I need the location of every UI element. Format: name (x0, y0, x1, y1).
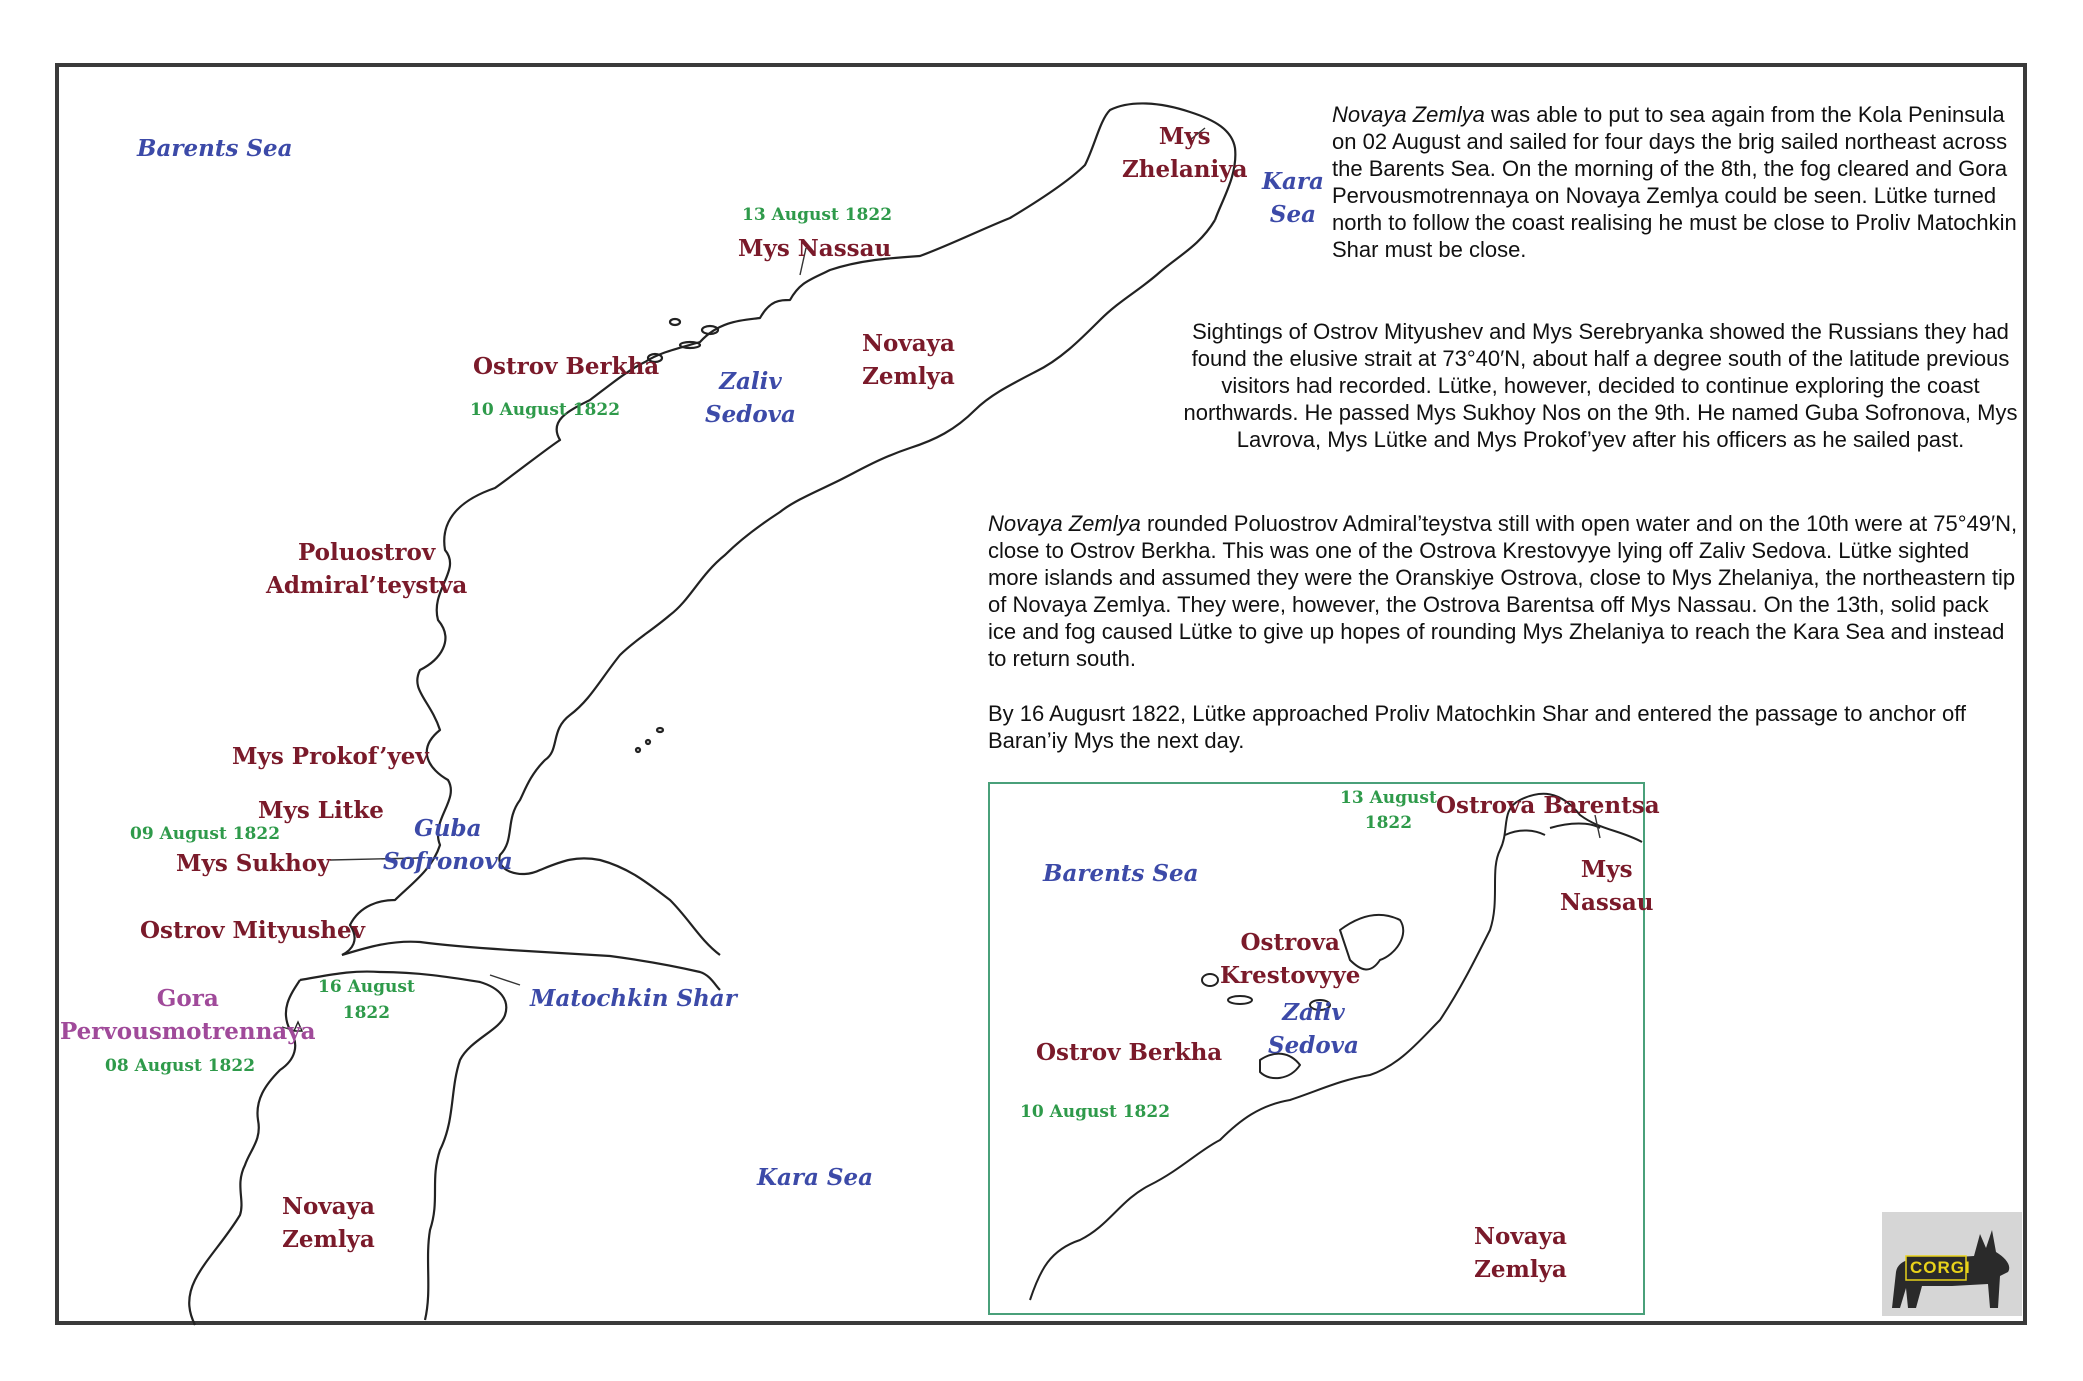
paragraph-1: Novaya Zemlya was able to put to sea again from the Kola Peninsula on 02 August and sailed for four days the brig sailed northeast across the Barents Sea. On the morning of the 8th, the fog cleared and Gora Pervousmotrennaya on Novaya Zemlya could be seen. Lütke turned north to follow the coast realising he must be close to Proliv Matochkin Shar must be close. (1332, 102, 2017, 262)
inset-label-barents-sea: Barents Sea (1043, 860, 1199, 887)
label-gora-pervousmotrennaya: Gora Pervousmotrennaya (60, 985, 316, 1045)
inset-label-ostrova-krestovyye: Ostrova Krestovyye (1220, 929, 1361, 989)
label-guba-sofronova: Guba Sofronova (383, 815, 513, 875)
label-matochkin-shar: Matochkin Shar (530, 985, 737, 1012)
inset-label-ostrov-berkha: Ostrov Berkha (1036, 1039, 1223, 1066)
inset-label-date-13-aug: 13 August 1822 (1340, 788, 1437, 833)
label-kara-sea-north: Kara Sea (1262, 168, 1324, 228)
label-poluostrov-admiralteystva: Poluostrov Admiral’teystva (266, 539, 468, 599)
label-barents-sea: Barents Sea (137, 135, 293, 162)
paragraph-4: By 16 Augusrt 1822, Lütke approached Proliv Matochkin Shar and entered the passage to anchor off Baran’iy Mys the next day. (988, 701, 1967, 753)
label-ostrov-berkha: Ostrov Berkha (473, 353, 660, 380)
label-mys-nassau: Mys Nassau (738, 235, 892, 262)
label-date-08-aug: 08 August 1822 (105, 1056, 256, 1076)
label-mys-sukhoy: Mys Sukhoy (176, 850, 331, 877)
label-date-10-aug: 10 August 1822 (470, 400, 621, 420)
label-novaya-zemlya-south: Novaya Zemlya (282, 1193, 375, 1253)
logo-word: CORGI (1910, 1258, 1971, 1277)
paragraph-3: Novaya Zemlya rounded Poluostrov Admiral’teystva still with open water and on the 10th were at 75°49′N, close to Ostrov Berkha. This was one of the Ostrova Krestovyye lying off Zaliv Sedova. Lütke sighted more islands and assumed they were the Oranskiye Ostrova, close to Mys Zhelaniya, the northeastern tip of Novaya Zemlya. They were, however, the Ostrova Barentsa off Mys Nassau. On the 13th, solid pack ice and fog caused Lütke to give up hopes of rounding Mys Zhelaniya to reach the Kara Sea and instead to return south. (988, 511, 2018, 671)
paragraph-2: Sightings of Ostrov Mityushev and Mys Serebryanka showed the Russians they had found the elusive strait at 73°40′N, about half a degree south of the latitude previous visitors had recorded. Lütke, however, decided to continue exploring the coast northwards. He passed Mys Sukhoy Nos on the 9th. He named Guba Sofronova, Mys Lavrova, Mys Lütke and Mys Prokof’yev after his officers as he sailed past. (1183, 319, 2018, 452)
label-mys-prokofyev: Mys Prokof’yev (232, 743, 429, 770)
label-mys-litke: Mys Litke (258, 797, 384, 824)
inset-label-date-10-aug: 10 August 1822 (1020, 1102, 1171, 1122)
inset-label-ostrova-barentsa: Ostrova Barentsa (1436, 792, 1660, 819)
label-novaya-zemlya-north: Novaya Zemlya (862, 330, 955, 390)
label-mys-zhelaniya: Mys Zhelaniya (1122, 123, 1248, 183)
label-date-09-aug: 09 August 1822 (130, 824, 281, 844)
label-date-16-aug: 16 August 1822 (318, 977, 415, 1023)
inset-label-zaliv-sedova: Zaliv Sedova (1268, 999, 1359, 1059)
label-ostrov-mityushev: Ostrov Mityushev (140, 917, 366, 944)
inset-label-mys-nassau: Mys Nassau (1560, 856, 1654, 916)
label-zaliv-sedova: Zaliv Sedova (705, 368, 796, 428)
corgi-logo (1882, 1212, 2022, 1316)
inset-label-novaya-zemlya: Novaya Zemlya (1474, 1223, 1567, 1283)
label-date-13-aug: 13 August 1822 (742, 205, 893, 225)
label-kara-sea-south: Kara Sea (757, 1164, 874, 1191)
